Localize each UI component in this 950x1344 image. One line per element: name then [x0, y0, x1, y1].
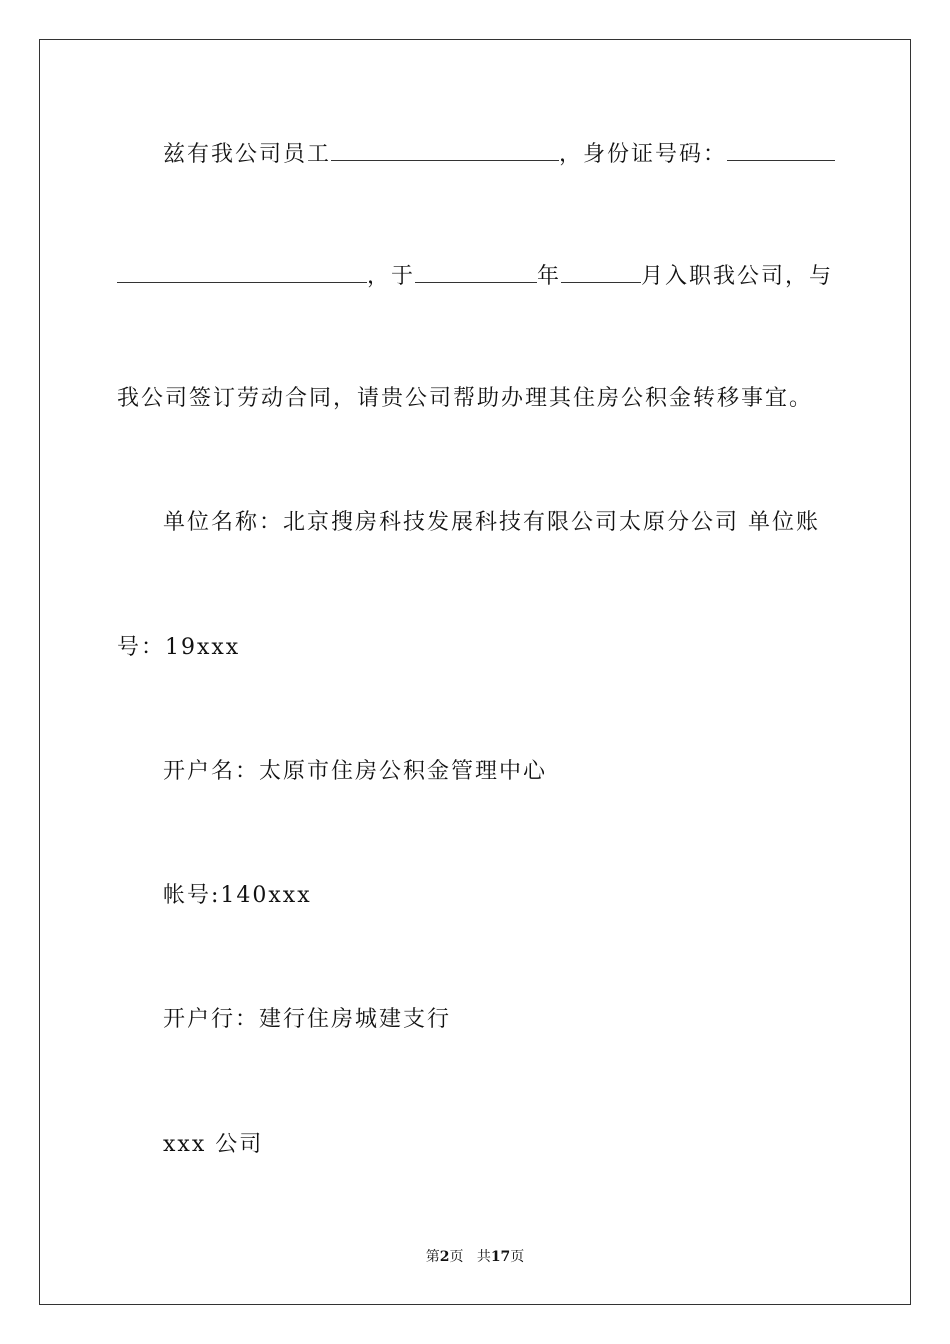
- bank-line: 开户行：建行住房城建支行: [163, 1007, 452, 1032]
- page-suffix: 页: [449, 1249, 464, 1265]
- unit-name-line: 单位名称：北京搜房科技发展科技有限公司太原分公司 单位账: [163, 510, 820, 535]
- unit-account-line: 号：19xxx: [117, 635, 241, 660]
- total-suffix: 页: [510, 1249, 525, 1265]
- page-prefix: 第: [425, 1249, 440, 1265]
- employee-name-blank: [331, 138, 559, 161]
- account-holder-line: 开户名：太原市住房公积金管理中心: [163, 759, 548, 784]
- paragraph-line-3: 我公司签订劳动合同，请贵公司帮助办理其住房公积金转移事宜。: [117, 386, 814, 411]
- paragraph-line-2: [117, 260, 833, 292]
- page-footer: [0, 1248, 950, 1266]
- paragraph-line-1: [163, 138, 835, 170]
- month-blank: [561, 260, 641, 283]
- account-number-line: 帐号:140xxx: [163, 883, 312, 908]
- employee-intro-text: 兹有我公司员工: [163, 142, 332, 167]
- page-border: [39, 39, 911, 1305]
- year-blank: [415, 260, 537, 283]
- company-signature-line: xxx 公司: [163, 1132, 264, 1157]
- total-prefix: 共: [476, 1249, 491, 1265]
- id-number-blank: [727, 138, 835, 161]
- month-joined-text: 月入职我公司，与: [641, 264, 834, 289]
- id-number-blank-continued: [117, 260, 367, 283]
- id-number-label: ，身份证号码：: [559, 142, 728, 167]
- year-label: 年: [537, 264, 562, 289]
- total-pages: 17: [490, 1249, 511, 1265]
- joined-at-text: ，于: [367, 264, 416, 289]
- page-number: 2: [439, 1249, 450, 1265]
